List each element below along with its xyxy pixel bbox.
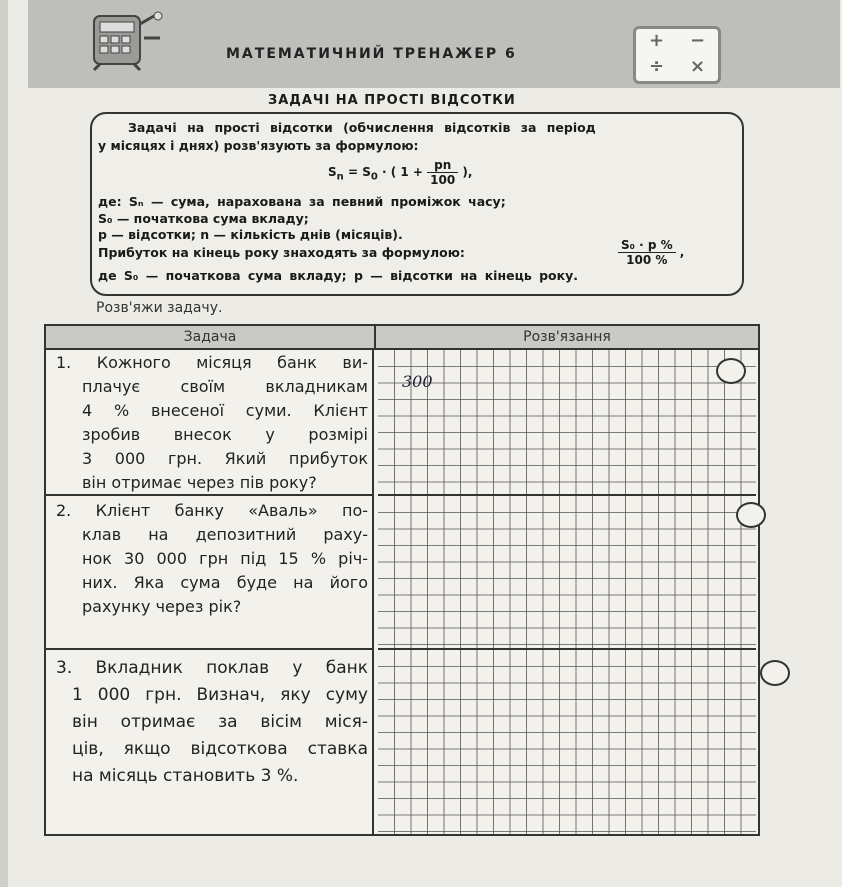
robot-calculator-logo xyxy=(80,8,170,72)
column-header-solution: Розв'язання xyxy=(376,326,758,350)
info-line-3: де: Sₙ — сума, нарахована за певний проміжок часу; xyxy=(98,194,506,209)
workbook-page xyxy=(8,0,842,887)
info-line-7: де S₀ — початкова сума вкладу; p — відсотки на кінець року. xyxy=(98,268,579,283)
plus-icon: + xyxy=(648,30,665,51)
profit-formula: $\frac{\text{S₀ · p \%}}{100 \%}$ , xyxy=(618,238,684,267)
tasks-table xyxy=(44,324,760,836)
handwritten-answer: 300 xyxy=(402,372,433,391)
formula-info-box xyxy=(90,112,744,296)
section-title: ЗАДАЧІ НА ПРОСТІ ВІДСОТКИ xyxy=(268,93,516,108)
divide-icon: ÷ xyxy=(648,56,665,77)
info-line-5: p — відсотки; n — кількість днів (місяців). xyxy=(98,227,403,242)
multiply-icon: × xyxy=(689,56,706,77)
score-circle-3[interactable] xyxy=(760,660,790,686)
solution-grid-2[interactable] xyxy=(378,496,756,650)
math-operations-icon xyxy=(633,26,721,84)
column-header-task: Задача xyxy=(46,326,376,350)
task-3: 3. Вкладник поклав у банк 1 000 грн. Визнач, яку суму він отримає за вісім міся- ців, якщо відсоткова ставка на місяць становить 3 %. xyxy=(46,650,374,834)
task-2: 2. Клієнт банку «Аваль» по- клав на депозитний раху- нок 30 000 грн під 15 % річ- них. Яка сума буде на його рахунку через рік? xyxy=(46,496,374,650)
solution-grid-1[interactable] xyxy=(378,350,756,496)
task-1: 1. Кожного місяця банк ви- плачує своїм вкладникам 4 % внесеної суми. Клієнт зробив внесок у розмірі 3 000 грн. Який прибуток він отримає через пів року? xyxy=(46,350,374,496)
info-line-2: у місяцях і днях) розв'язують за формулою: xyxy=(98,138,419,153)
simple-interest-formula: $S_n = S_0$ · ( 1 + $\frac{pn}{100}$ ), xyxy=(328,158,473,187)
info-line-6: Прибуток на кінець року знаходять за формулою: xyxy=(98,245,465,260)
info-line-4: S₀ — початкова сума вкладу; xyxy=(98,211,309,226)
info-line-1: Задачі на прості відсотки (обчислення відсотків за період xyxy=(128,120,596,135)
solution-grid-3[interactable] xyxy=(378,650,756,834)
score-circle-1[interactable] xyxy=(716,358,746,384)
instruction-text: Розв'яжи задачу. xyxy=(96,300,223,316)
minus-icon: − xyxy=(689,30,706,51)
page-header-title: МАТЕМАТИЧНИЙ ТРЕНАЖЕР 6 xyxy=(226,46,517,62)
score-circle-2[interactable] xyxy=(736,502,766,528)
